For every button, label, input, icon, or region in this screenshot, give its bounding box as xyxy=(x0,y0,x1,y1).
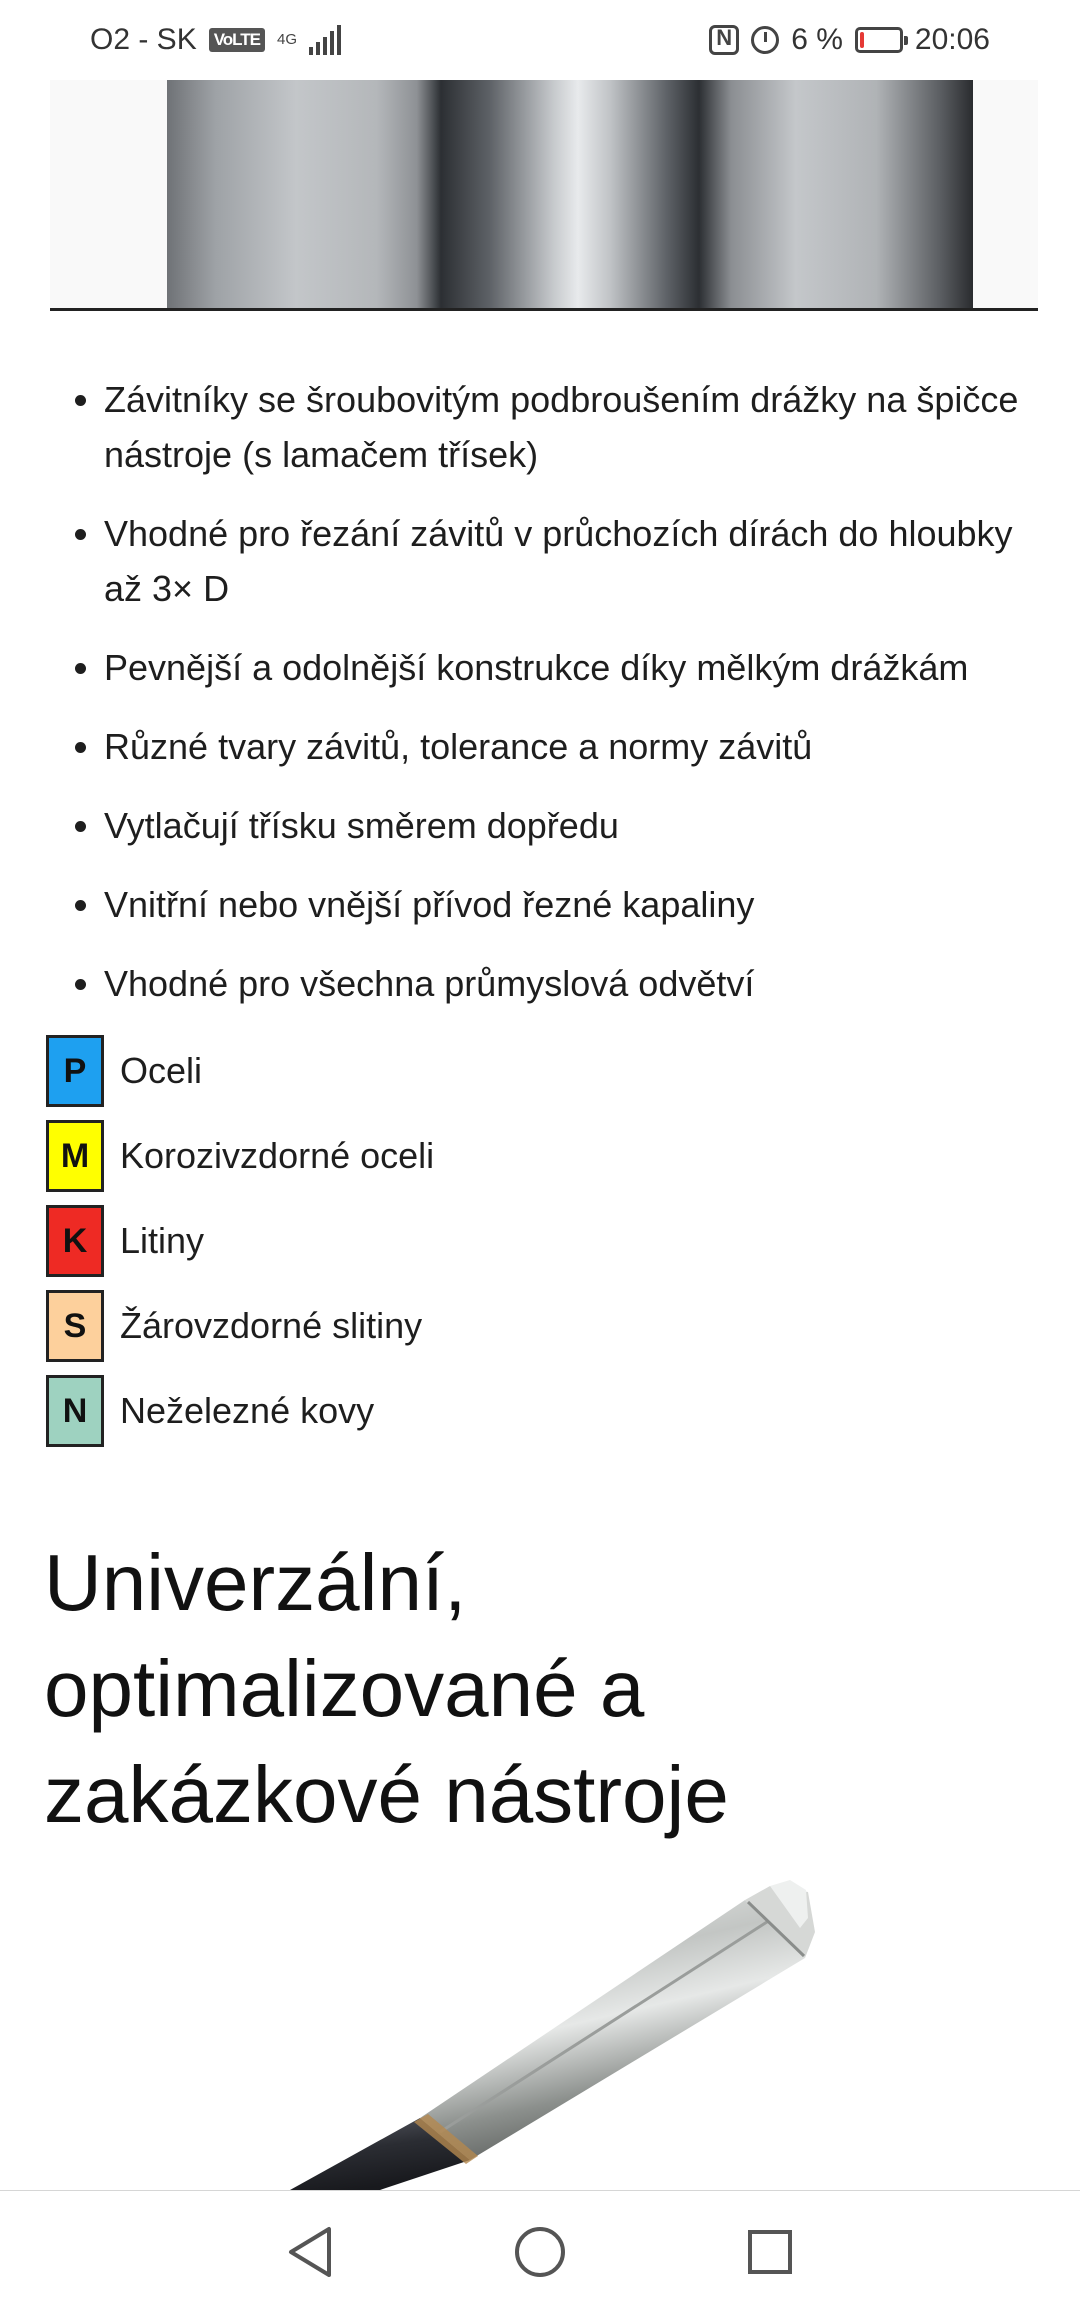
material-code-badge: M xyxy=(46,1120,104,1192)
material-code-badge: P xyxy=(46,1035,104,1107)
material-code-badge: K xyxy=(46,1205,104,1277)
carrier-label: O2 - SK xyxy=(90,23,197,56)
home-button[interactable] xyxy=(425,2191,655,2313)
material-code-badge: S xyxy=(46,1290,104,1362)
tool-illustration xyxy=(0,1870,1080,2190)
material-row-m xyxy=(46,1119,1036,1193)
material-name: Oceli xyxy=(120,1050,203,1091)
feature-item: • Závitníky se šroubovitým podbroušením drážky na špičce nástroje (s lamačem třísek) xyxy=(104,372,1038,482)
clock: 20:06 xyxy=(914,23,990,56)
recents-button[interactable] xyxy=(655,2191,885,2313)
battery-level-fill xyxy=(860,32,865,48)
material-list xyxy=(46,1034,1036,1459)
battery-icon xyxy=(855,27,903,53)
material-name: Korozivzdorné oceli xyxy=(120,1135,435,1176)
material-row-p xyxy=(46,1034,1036,1108)
material-row-s xyxy=(46,1289,1036,1363)
material-name: Neželezné kovy xyxy=(120,1390,375,1431)
status-right xyxy=(709,23,990,57)
feature-item: • Pevnější a odolnější konstrukce díky mělkým drážkám xyxy=(104,640,1038,695)
battery-percent: 6 % xyxy=(791,23,843,56)
material-row-n xyxy=(46,1374,1036,1448)
status-bar xyxy=(0,0,1080,80)
tool-product-image xyxy=(0,1870,1080,2190)
material-name: Žárovzdorné slitiny xyxy=(120,1305,423,1346)
feature-item: • Různé tvary závitů, tolerance a normy závitů xyxy=(104,719,1038,774)
feature-item: • Vnitřní nebo vnější přívod řezné kapaliny xyxy=(104,877,1038,932)
navigation-bar xyxy=(0,2190,1080,2313)
tool-shank-shape xyxy=(420,1900,805,2160)
volte-badge: VoLTE xyxy=(209,28,265,52)
nfc-icon xyxy=(709,25,739,55)
alarm-icon xyxy=(751,26,779,54)
feature-list xyxy=(48,372,1038,1035)
material-code-badge: N xyxy=(46,1375,104,1447)
back-button[interactable] xyxy=(195,2191,425,2313)
home-icon xyxy=(513,2225,567,2279)
feature-item: • Vhodné pro všechna průmyslová odvětví xyxy=(104,956,1038,1011)
material-row-k xyxy=(46,1204,1036,1278)
recents-icon xyxy=(746,2228,794,2276)
status-left xyxy=(90,23,341,57)
feature-item: • Vhodné pro řezání závitů v průchozích dírách do hloubky až 3× D xyxy=(104,506,1038,616)
network-type: 4G xyxy=(277,31,298,48)
feature-item: • Vytlačují třísku směrem dopředu xyxy=(104,798,1038,853)
signal-icon xyxy=(309,25,341,55)
section-heading: Univerzální, optimalizované a zakázkové nástroje xyxy=(44,1538,729,1839)
tap-shank-image xyxy=(167,80,973,308)
tap-product-image xyxy=(50,80,1038,311)
back-icon xyxy=(285,2225,335,2279)
material-name: Litiny xyxy=(120,1220,205,1261)
